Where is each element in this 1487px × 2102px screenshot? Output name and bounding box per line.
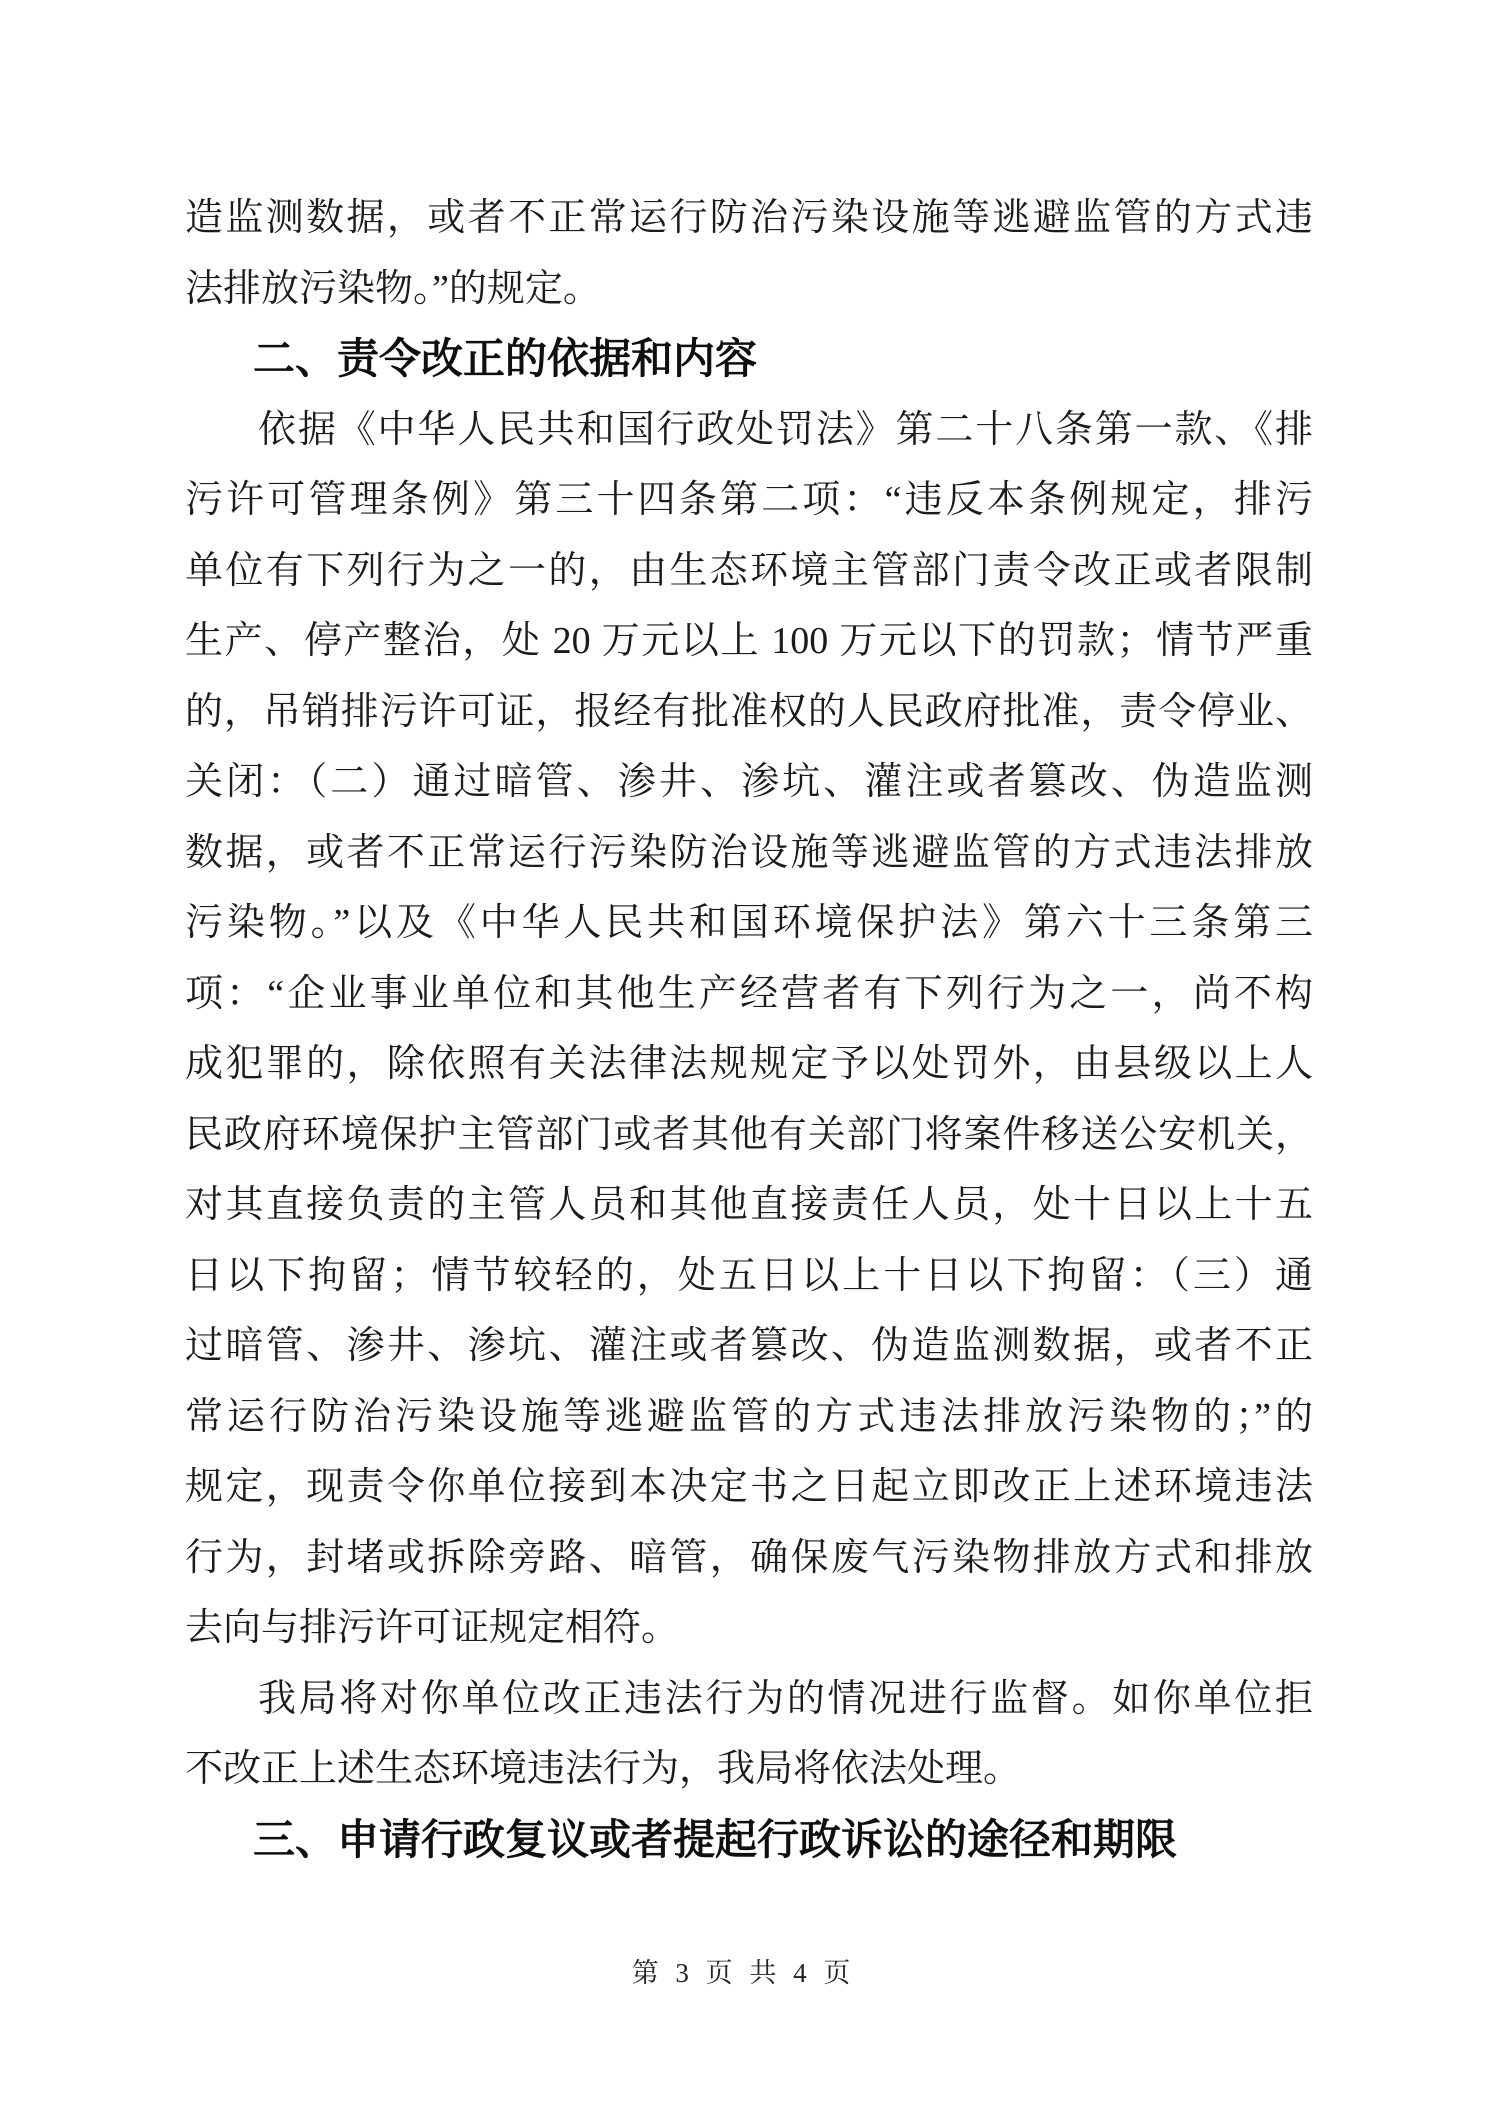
text-line: 造监测数据，或者不正常运行防治污染设施等逃避监管的方式违 [185,197,1313,239]
text-line: 我局将对你单位改正违法行为的情况进行监督。如你单位拒 [258,1677,1313,1720]
text-line: 行为，封堵或拆除旁路、暗管，确保废气污染物排放方式和排放 [185,1536,1313,1579]
text-line: 生产、停产整治，处 20 万元以上 100 万元以下的罚款；情节严重 [185,620,1313,662]
section-heading-3: 三、申请行政复议或者提起行政诉讼的途径和期限 [253,1815,1178,1863]
text-line: 项：“企业事业单位和其他生产经营者有下列行为之一，尚不构 [185,972,1313,1015]
text-line: 民政府环境保护主管部门或者其他有关部门将案件移送公安机关， [185,1113,1313,1156]
text-line: 的，吊销排污许可证，报经有批准权的人民政府批准，责令停业、 [185,690,1313,733]
page-footer [0,1950,1487,1996]
document-body [185,183,1313,1875]
text-line: 规定，现责令你单位接到本决定书之日起立即改正上述环境违法 [185,1466,1313,1508]
text-line: 关闭：（二）通过暗管、渗井、渗坑、灌注或者篡改、伪造监测 [185,761,1313,803]
text-line: 常运行防治污染设施等逃避监管的方式违法排放污染物的；”的 [185,1395,1313,1438]
section-heading-2: 二、责令改正的依据和内容 [253,335,758,382]
text-line: 成犯罪的，除依照有关法律法规规定予以处罚外，由县级以上人 [185,1043,1313,1085]
text-line: 法排放污染物。”的规定。 [185,267,601,310]
text-line: 去向与排污许可证规定相符。 [185,1607,680,1649]
text-line: 单位有下列行为之一的，由生态环境主管部门责令改正或者限制 [185,549,1313,592]
text-line: 污染物。”以及《中华人民共和国环境保护法》第六十三条第三 [185,902,1313,944]
text-line: 依据《中华人民共和国行政处罚法》第二十八条第一款、《排 [258,408,1313,451]
text-line: 过暗管、渗井、渗坑、灌注或者篡改、伪造监测数据，或者不正 [185,1325,1313,1367]
text-line: 数据，或者不正常运行污染防治设施等逃避监管的方式违法排放 [185,831,1313,874]
text-line: 日以下拘留；情节较轻的，处五日以上十日以下拘留：（三）通 [185,1254,1313,1297]
text-line: 污许可管理条例》第三十四条第二项：“违反本条例规定，排污 [185,479,1313,521]
text-line: 对其直接负责的主管人员和其他直接责任人员，处十日以上十五 [185,1184,1313,1226]
text-line: 不改正上述生态环境违法行为，我局将依法处理。 [185,1748,1022,1790]
page-number: 第 3 页 共 4 页 [631,1958,856,1988]
